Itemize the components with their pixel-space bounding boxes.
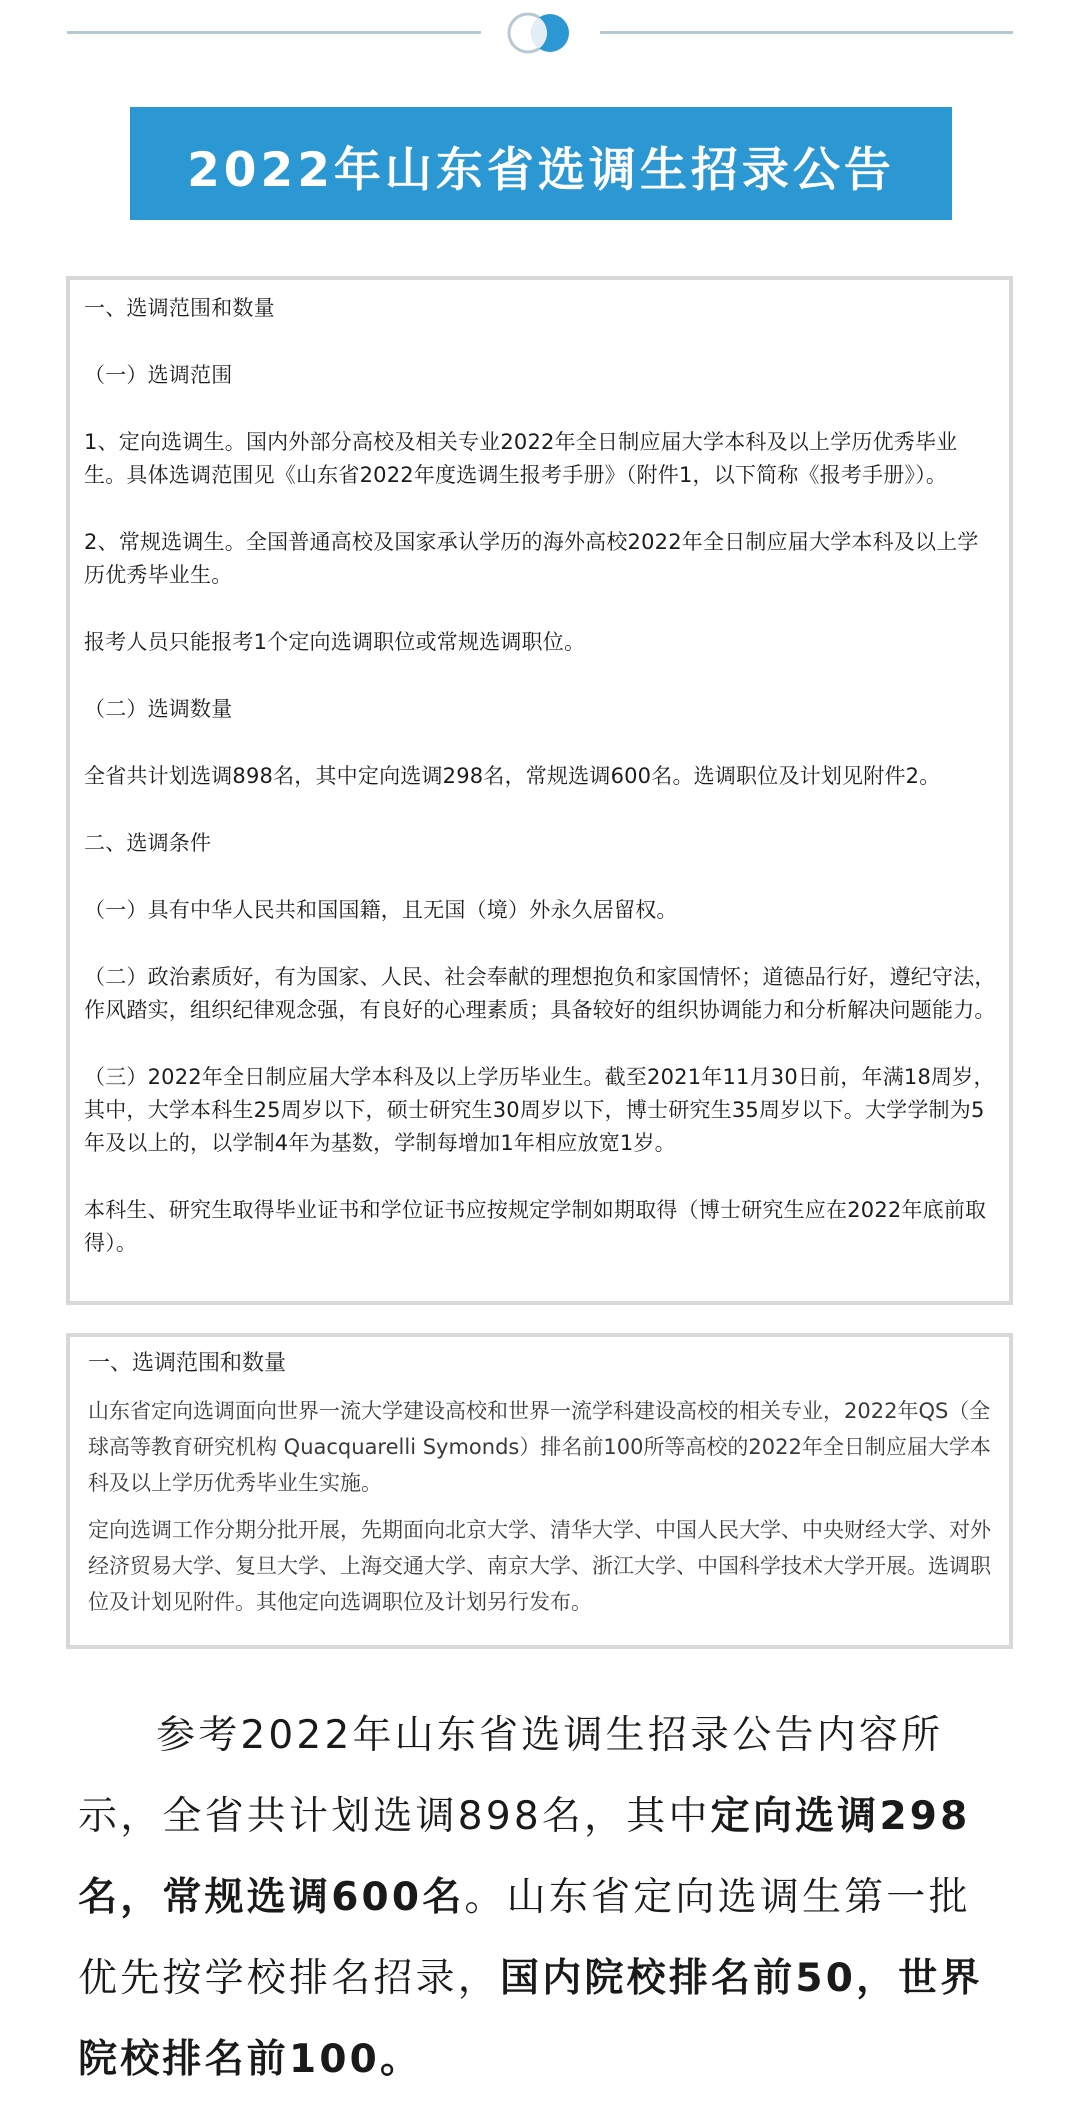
article-text: 。山东省定向选调生第一批优先按学校排名招录， — [78, 1875, 971, 2001]
article-text: 参考2022年山东省选调生招录公告内容所示，全省共计划选调898名，其中 — [78, 1713, 944, 1839]
article-paragraph — [78, 1695, 1008, 2100]
paragraph-regular: 2、常规选调生。全国普通高校及国家承认学历的海外高校2022年全日制应届大学本科及以上学历优秀毕业生。 — [84, 530, 979, 587]
paragraph-scope: 山东省定向选调面向世界一流大学建设高校和世界一流学科建设高校的相关专业，2022年QS（全球高等教育研究机构 Quacquarelli Symonds）排名前100所等高校的2022年全日制应届大学本科及以上学历优秀毕业生实施。 — [88, 1399, 991, 1495]
paragraph-condition: （一）具有中华人民共和国国籍，且无国（境）外永久居留权。 — [84, 898, 678, 922]
page-title: 2022年山东省选调生招录公告 — [187, 142, 895, 198]
section-heading: 一、选调范围和数量 — [88, 1351, 287, 1376]
section-heading: 二、选调条件 — [84, 831, 212, 855]
title-banner — [156, 112, 926, 220]
article-highlight: 定向选调298名，常规选调600名 — [78, 1794, 971, 1920]
subsection-heading: （一）选调范围 — [84, 363, 233, 387]
divider-line-left — [67, 31, 481, 34]
interlocking-circles-icon — [505, 10, 573, 56]
paragraph-schedule: 定向选调工作分期分批开展，先期面向北京大学、清华大学、中国人民大学、中央财经大学、对外经济贸易大学、复旦大学、上海交通大学、南京大学、浙江大学、中国科学技术大学开展。选调职位及计划见附件。其他定向选调职位及计划另行发布。 — [88, 1518, 991, 1614]
subsection-heading: （二）选调数量 — [84, 697, 233, 721]
paragraph-directed: 1、定向选调生。国内外部分高校及相关专业2022年全日制应届大学本科及以上学历优秀毕业生。具体选调范围见《山东省2022年度选调生报考手册》（附件1，以下简称《报考手册》）。 — [84, 430, 958, 487]
paragraph-degree: 本科生、研究生取得毕业证书和学位证书应按规定学制如期取得（博士研究生应在2022年底前取得）。 — [84, 1198, 987, 1255]
article-highlight: 国内院校排名前50，世界院校排名前100。 — [78, 1956, 983, 2082]
paragraph-quota: 全省共计划选调898名，其中定向选调298名，常规选调600名。选调职位及计划见附件2。 — [84, 764, 941, 788]
paragraph-condition: （二）政治素质好，有为国家、人民、社会奉献的理想抱负和家国情怀；道德品行好，遵纪守法，作风踏实，组织纪律观念强，有良好的心理素质；具备较好的组织协调能力和分析解决问题能力。 — [84, 965, 996, 1022]
article-summary — [78, 1695, 1008, 2100]
announcement-excerpt-box — [66, 276, 1013, 1305]
directed-selection-box — [66, 1333, 1013, 1649]
divider-line-right — [600, 31, 1013, 34]
paragraph-apply-limit: 报考人员只能报考1个定向选调职位或常规选调职位。 — [84, 630, 586, 654]
section-heading: 一、选调范围和数量 — [84, 296, 275, 320]
paragraph-condition: （三）2022年全日制应届大学本科及以上学历毕业生。截至2021年11月30日前，年满18周岁，其中，大学本科生25周岁以下，硕士研究生30周岁以下，博士研究生35周岁以下。大学学制为5年及以上的，以学制4年为基数，学制每增加1年相应放宽1岁。 — [84, 1065, 995, 1155]
